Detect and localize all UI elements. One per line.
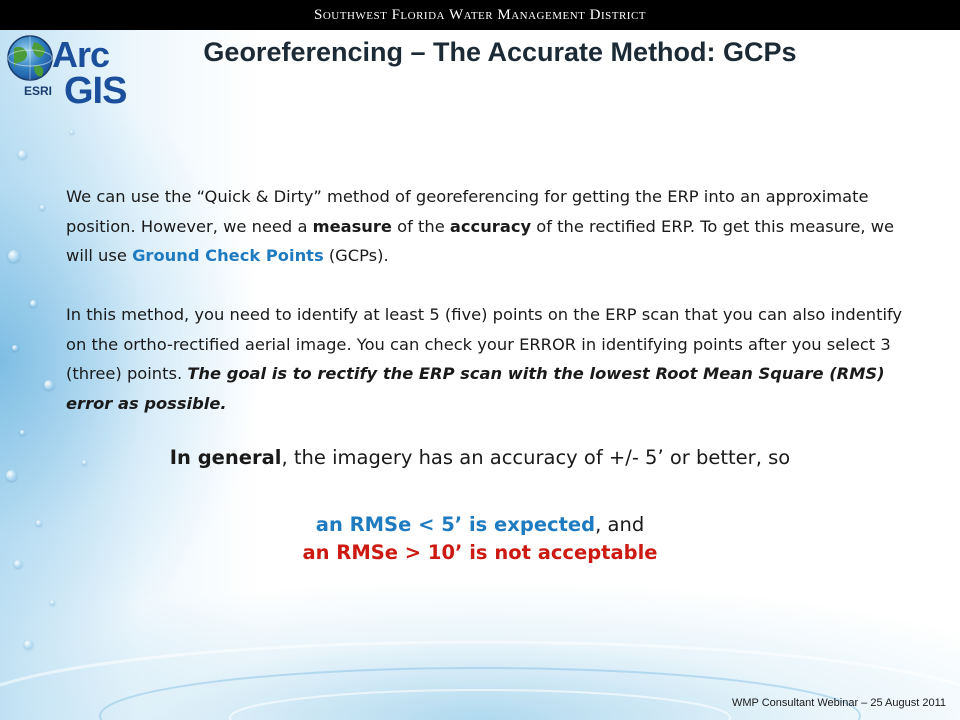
- rms-expected: an RMSe < 5’ is expected: [315, 513, 596, 536]
- measure-term: measure: [312, 216, 392, 236]
- paragraph1-text-d: (GCPs).: [323, 246, 389, 265]
- general-rest: , the imagery has an accuracy of +/- 5’ or better, so: [281, 446, 791, 469]
- general-accuracy-line: [0, 446, 960, 469]
- logo-gis-text: GIS: [64, 70, 127, 112]
- rms-expected-line: [0, 511, 960, 539]
- paragraph2-text: In this method, you need to identify at least 5 (five) points on the ERP scan that you can also indentify on the ortho-rectified aerial image. You can check your ERROR in identifying points after you select 3 (three) points.: [66, 305, 903, 383]
- paragraph1-text-b: of the: [391, 216, 450, 236]
- gcp-term: Ground Check Points: [132, 246, 324, 265]
- rms-thresholds: [0, 511, 960, 567]
- paragraph1-text-a: We can use the “Quick & Dirty” method of georeferencing for getting the ERP into an approximate position. However, we need a: [66, 187, 869, 236]
- organization-name: Southwest Florida Water Management District: [314, 7, 646, 23]
- arcgis-logo: [4, 34, 152, 116]
- paragraph1-text-c: of the rectified ERP. To get this measure, we will use: [66, 216, 895, 265]
- accuracy-term: accuracy: [449, 216, 532, 236]
- header-bar: [0, 0, 960, 30]
- paragraph-method: [66, 300, 922, 418]
- logo-esri-text: ESRI: [24, 84, 53, 98]
- footer-caption: WMP Consultant Webinar – 25 August 2011: [731, 697, 946, 709]
- rms-not-acceptable-line: [0, 539, 960, 567]
- logo-arc-text: Arc: [52, 34, 110, 75]
- paragraph-quick-dirty: [66, 182, 922, 271]
- body-text: [66, 182, 922, 418]
- rms-and: , and: [595, 513, 645, 536]
- rms-not-acceptable: an RMSe > 10’ is not acceptable: [302, 541, 658, 564]
- slide-title: Georeferencing – The Accurate Method: GCPs: [203, 37, 797, 67]
- goal-statement: The goal is to rectify the ERP scan with the lowest Root Mean Square (RMS) error as possible.: [66, 364, 885, 413]
- general-lead: In general: [169, 446, 282, 469]
